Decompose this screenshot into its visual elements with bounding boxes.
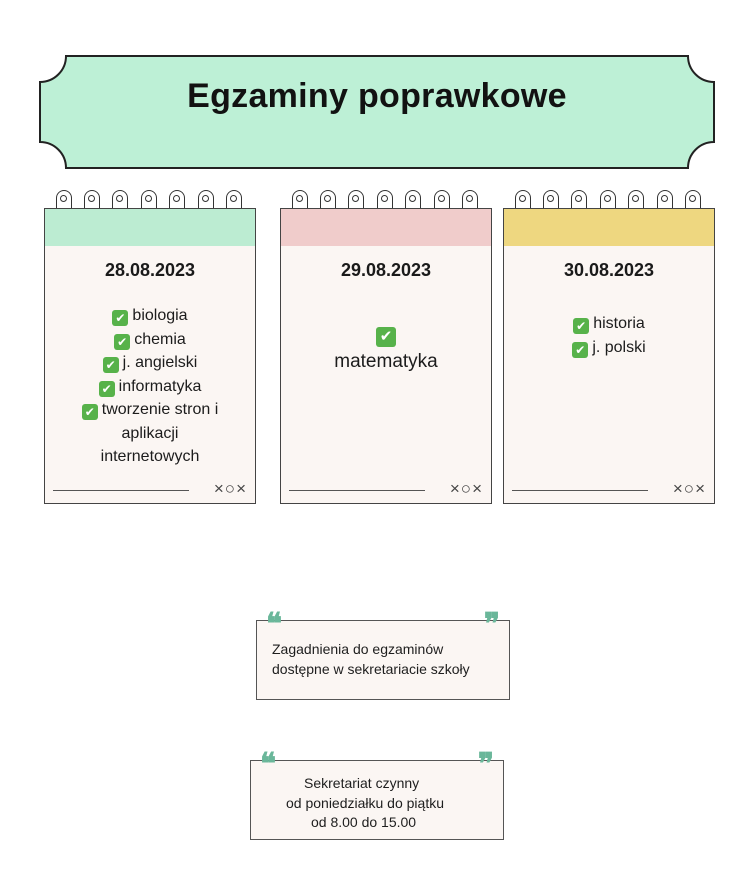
calendar-card-3 [503, 190, 715, 506]
ring-icon [292, 190, 308, 210]
card-header [44, 208, 256, 248]
info-note-1 [256, 607, 510, 700]
check-icon: ✔ [82, 404, 98, 420]
close-quote-icon: ❞ [483, 607, 500, 642]
list-item [59, 351, 241, 375]
list-item [59, 304, 241, 328]
subject-label: j. polski [592, 338, 646, 356]
list-item [518, 336, 700, 360]
info-note-2 [250, 747, 504, 840]
note-line: dostępne w sekretariacie szkoły [272, 660, 470, 677]
check-icon: ✔ [114, 334, 130, 350]
card-date: 29.08.2023 [340, 260, 432, 280]
list-item [59, 398, 241, 422]
xox-icon: ×○× [672, 479, 706, 498]
check-icon: ✔ [572, 342, 588, 358]
ring-icon [169, 190, 185, 210]
ring-icon [657, 190, 673, 210]
note-line: Zagadnienia do egzaminów [272, 641, 444, 657]
ring-icon [377, 190, 393, 210]
subject-label: historia [593, 315, 645, 332]
ring-icon [141, 190, 157, 210]
ring-icon [56, 190, 72, 210]
title-banner [38, 54, 716, 170]
subject-list [59, 304, 241, 469]
list-item [518, 312, 700, 336]
ring-icon [462, 190, 478, 210]
check-icon: ✔ [376, 327, 396, 347]
note-line: Sekretariat czynny [304, 775, 420, 791]
card-date: 30.08.2023 [563, 260, 655, 280]
subject-label-cont: aplikacji [121, 424, 179, 442]
ring-icon [571, 190, 587, 210]
subject-label: informatyka [118, 377, 202, 395]
subject-label-cont: internetowych [100, 448, 200, 465]
xox-icon: ×○× [449, 479, 483, 498]
card-footer-line [53, 490, 189, 491]
ring-icon [434, 190, 450, 210]
card-date: 28.08.2023 [104, 260, 196, 280]
check-icon: ✔ [99, 381, 115, 397]
card-body [503, 246, 715, 504]
calendar-card-1 [44, 190, 256, 506]
subject-label: chemia [134, 330, 186, 348]
card-header [280, 208, 492, 248]
ring-icon [685, 190, 701, 210]
subject-label: matematyka [334, 351, 438, 372]
card-body [44, 246, 256, 504]
open-quote-icon: ❝ [260, 747, 277, 782]
note-line: od poniedziałku do piątku [286, 794, 445, 811]
calendar-card-2 [280, 190, 492, 506]
page-title: Egzaminy poprawkowe [187, 76, 567, 115]
card-body [280, 246, 492, 504]
ring-icon [405, 190, 421, 210]
ring-icon [348, 190, 364, 210]
ring-icon [543, 190, 559, 210]
close-quote-icon: ❞ [477, 747, 494, 782]
list-item [295, 320, 477, 348]
subject-list [295, 320, 477, 376]
ring-icon [198, 190, 214, 210]
subject-label: biologia [132, 307, 188, 324]
card-header [503, 208, 715, 248]
subject-label: tworzenie stron i [101, 401, 219, 418]
list-item [59, 328, 241, 352]
card-footer-line [512, 490, 648, 491]
note-text [272, 640, 470, 679]
xox-icon: ×○× [213, 479, 247, 498]
ring-icon [600, 190, 616, 210]
ring-icon [112, 190, 128, 210]
ring-icon [84, 190, 100, 210]
card-footer-line [289, 490, 425, 491]
check-icon: ✔ [103, 357, 119, 373]
ring-icon [515, 190, 531, 210]
subject-list [518, 312, 700, 359]
subject-label: j. angielski [122, 354, 198, 371]
note-text [284, 774, 444, 833]
note-line: od 8.00 do 15.00 [311, 814, 417, 830]
open-quote-icon: ❝ [266, 607, 283, 642]
ring-icon [628, 190, 644, 210]
check-icon: ✔ [112, 310, 128, 326]
check-icon: ✔ [573, 318, 589, 334]
ring-icon [226, 190, 242, 210]
list-item [59, 375, 241, 399]
ring-icon [320, 190, 336, 210]
